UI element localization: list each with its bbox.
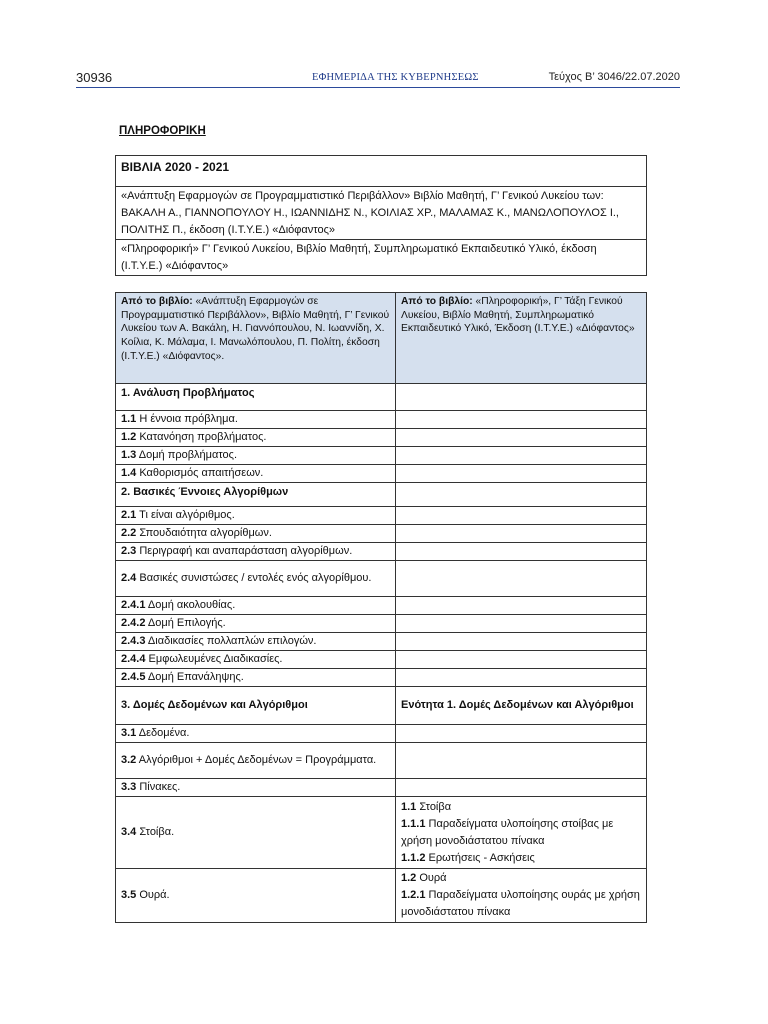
table-row: 2.4.1 Δομή ακολουθίας. [116,597,396,615]
issue-number: Τεύχος Β’ 3046/22.07.2020 [548,71,680,83]
detail-line: 1.2.1 Παραδείγματα υλοποίησης ουράς με χρήση μονοδιάστατου πίνακα [401,889,640,918]
table-row: 3.1 Δεδομένα. [116,725,396,743]
empty-cell [396,525,647,543]
section-heading: 3. Δομές Δεδομένων και Αλγόριθμοι [116,687,396,725]
empty-cell [396,615,647,633]
empty-cell [396,743,647,779]
table-row: 3.3 Πίνακες. [116,779,396,797]
gazette-name: ΕΦΗΜΕΡΙΔΑ ΤΗΣ ΚΥΒΕΡΝΗΣΕΩΣ [312,72,479,83]
empty-cell [396,651,647,669]
empty-cell [396,633,647,651]
detail-line: 1.1.1 Παραδείγματα υλοποίησης στοίβας με χρήση μονοδιάστατου πίνακα [401,817,614,847]
table-row-detail [396,869,647,923]
books-table [115,155,647,276]
empty-cell [396,447,647,465]
empty-cell [396,384,647,411]
empty-cell [396,669,647,687]
detail-line: 1.1 Στοίβα [401,800,452,813]
header-divider [76,87,680,88]
book-entry: «Ανάπτυξη Εφαρμογών σε Προγραμματιστικό Περιβάλλον» Βιβλίο Μαθητή, Γ’ Γενικού Λυκείου των: ΒΑΚΑΛΗ Α., ΓΙΑΝΝΟΠΟΥΛΟΥ Η., ΙΩΑΝΝΙΔΗΣ Ν., ΚΟΙΛΙΑΣ ΧΡ., ΜΑΛΑΜΑΣ Κ., ΜΑΝΩΛΟΠΟΥΛΟΣ Ι., ΠΟΛΙΤΗΣ Π., έκδοση (Ι.Τ.Υ.Ε.) «Διόφαντος» [116,187,647,240]
table-row: 2.4 Βασικές συνιστώσες / εντολές ενός αλγορίθμου. [116,561,396,597]
table-row: 2.4.5 Δομή Επανάληψης. [116,669,396,687]
table-row: 2.4.3 Διαδικασίες πολλαπλών επιλογών. [116,633,396,651]
empty-cell [396,483,647,507]
table-row: 1.4 Καθορισμός απαιτήσεων. [116,465,396,483]
unit-heading: Ενότητα 1. Δομές Δεδομένων και Αλγόριθμοι [396,687,647,725]
detail-line: 1.2 Ουρά [401,872,447,884]
books-title: ΒΙΒΛΙΑ 2020 - 2021 [116,156,647,187]
table-row: 1.2 Κατανόηση προβλήματος. [116,429,396,447]
subject-title: ΠΛΗΡΟΦΟΡΙΚΗ [119,125,206,137]
empty-cell [396,465,647,483]
detail-line: 1.1.2 Ερωτήσεις - Ασκήσεις [401,851,535,864]
empty-cell [396,429,647,447]
table-row: 3.2 Αλγόριθμοι + Δομές Δεδομένων = Προγράμματα. [116,743,396,779]
table-row: 3.5 Ουρά. [116,869,396,923]
table-row: 1.1 Η έννοια πρόβλημα. [116,411,396,429]
table-row: 3.4 Στοίβα. [116,797,396,869]
book-entry: «Πληροφορική» Γ’ Γενικού Λυκείου, Βιβλίο Μαθητή, Συμπληρωματικό Εκπαιδευτικό Υλικό, έκδοση (Ι.Τ.Υ.Ε.) «Διόφαντος» [116,240,647,276]
table-row-detail [396,797,647,869]
page-header [76,70,680,88]
table-row: 2.3 Περιγραφή και αναπαράσταση αλγορίθμων. [116,543,396,561]
section-heading: 1. Ανάλυση Προβλήματος [116,384,396,411]
section-heading: 2. Βασικές Έννοιες Αλγορίθμων [116,483,396,507]
empty-cell [396,725,647,743]
empty-cell [396,779,647,797]
table-row: 2.4.4 Εμφωλευμένες Διαδικασίες. [116,651,396,669]
syllabus-table [115,292,647,923]
page-number: 30936 [76,70,113,85]
right-book-header: Από το βιβλίο: «Πληροφορική», Γ’ Τάξη Γενικού Λυκείου, Βιβλίο Μαθητή, Συμπληρωματικό Εκπαιδευτικό Υλικό, Έκδοση (Ι.Τ.Υ.Ε.) «Διόφαντος» [396,293,647,384]
empty-cell [396,507,647,525]
table-row: 2.1 Τι είναι αλγόριθμος. [116,507,396,525]
empty-cell [396,561,647,597]
left-book-header: Από το βιβλίο: «Ανάπτυξη Εφαρμογών σε Προγραμματιστικό Περιβάλλον», Βιβλίο Μαθητή, Γ’ Γενικού Λυκείου των Α. Βακάλη, Η. Γιαννόπουλου, Ν. Ιωαννίδη, Χ. Κοίλια, Κ. Μάλαμα, Ι. Μανωλόπουλου, Π. Πολίτη, έκδοση (Ι.Τ.Υ.Ε.) «Διόφαντος». [116,293,396,384]
empty-cell [396,597,647,615]
empty-cell [396,411,647,429]
table-row: 2.2 Σπουδαιότητα αλγορίθμων. [116,525,396,543]
table-row: 2.4.2 Δομή Επιλογής. [116,615,396,633]
empty-cell [396,543,647,561]
table-row: 1.3 Δομή προβλήματος. [116,447,396,465]
